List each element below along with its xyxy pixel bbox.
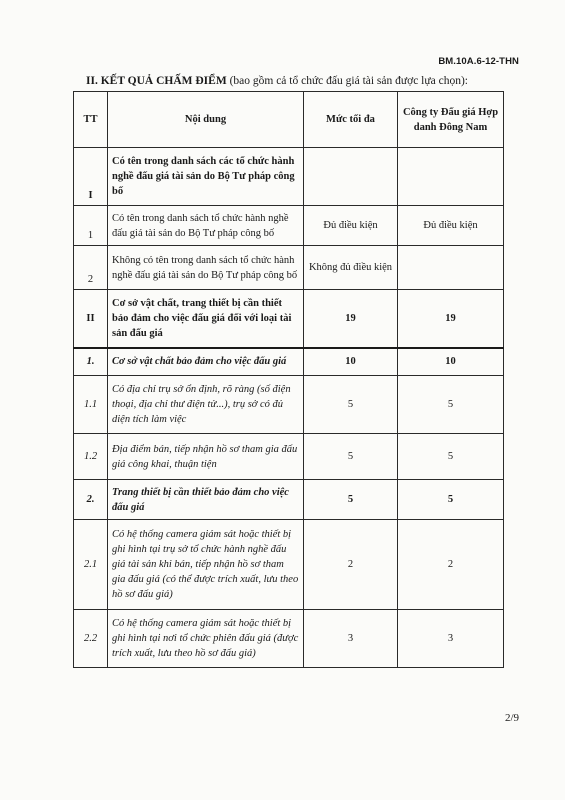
row-content: Có tên trong danh sách các tổ chức hành nghề đấu giá tài sản do Bộ Tư pháp công bố: [108, 148, 304, 206]
table-row: [74, 290, 504, 348]
header-tt: TT: [74, 92, 108, 148]
row-score: 5: [398, 434, 504, 480]
row-score: [398, 148, 504, 206]
row-tt: 1: [74, 206, 108, 246]
row-content: Có hệ thống camera giám sát hoặc thiết bị ghi hình tại nơi tổ chức phiên đấu giá (được trích xuất, lưu theo hồ sơ đấu giá): [108, 610, 304, 668]
row-tt: 2: [74, 246, 108, 290]
row-score: 5: [398, 376, 504, 434]
row-max: 5: [304, 376, 398, 434]
row-max: 2: [304, 520, 398, 610]
row-tt: 2.: [74, 480, 108, 520]
row-score: [398, 246, 504, 290]
row-content: Cơ sở vật chất, trang thiết bị cần thiết bảo đảm cho việc đấu giá đối với loại tài sản đấu giá: [108, 290, 304, 348]
row-max: [304, 148, 398, 206]
row-tt: 1.: [74, 348, 108, 376]
section-heading-note: (bao gồm cả tổ chức đấu giá tài sản được lựa chọn):: [226, 75, 468, 87]
header-company: Công ty Đấu giá Hợp danh Đông Nam: [398, 92, 504, 148]
table-row: [74, 246, 504, 290]
row-tt: II: [74, 290, 108, 348]
table-row: [74, 376, 504, 434]
table-row: [74, 610, 504, 668]
row-score: 19: [398, 290, 504, 348]
table-row: [74, 520, 504, 610]
table-row: [74, 434, 504, 480]
row-tt: I: [74, 148, 108, 206]
table-header-row: [74, 92, 504, 148]
row-max: Không đủ điều kiện: [304, 246, 398, 290]
row-score: 5: [398, 480, 504, 520]
page-number: 2/9: [504, 712, 519, 724]
section-heading: [86, 74, 526, 88]
row-max: 3: [304, 610, 398, 668]
table-row: [74, 148, 504, 206]
row-max: 19: [304, 290, 398, 348]
row-max: 5: [304, 480, 398, 520]
row-score: 3: [398, 610, 504, 668]
header-max-score: Mức tối đa: [304, 92, 398, 148]
row-max: 10: [304, 348, 398, 376]
row-tt: 1.2: [74, 434, 108, 480]
row-tt: 2.2: [74, 610, 108, 668]
row-content: Không có tên trong danh sách tổ chức hành nghề đấu giá tài sản do Bộ Tư pháp công bố: [108, 246, 304, 290]
row-tt: 1.1: [74, 376, 108, 434]
row-content: Có hệ thống camera giám sát hoặc thiết bị ghi hình tại trụ sở tổ chức hành nghề đấu giá tài sản khi bán, tiếp nhận hồ sơ tham gia đấu giá (có thể được trích xuất, lưu theo hồ sơ đấu giá): [108, 520, 304, 610]
table-row: [74, 348, 504, 376]
row-score: 2: [398, 520, 504, 610]
row-max: Đủ điều kiện: [304, 206, 398, 246]
scoring-table: [73, 91, 504, 668]
row-content: Trang thiết bị cần thiết bảo đảm cho việc đấu giá: [108, 480, 304, 520]
header-content: Nội dung: [108, 92, 304, 148]
section-heading-title: II. KẾT QUẢ CHẤM ĐIỂM: [86, 75, 227, 87]
row-score: 10: [398, 348, 504, 376]
row-content: Cơ sở vật chất bảo đảm cho việc đấu giá: [108, 348, 304, 376]
document-code: BM.10A.6-12-THN: [438, 56, 519, 67]
row-tt: 2.1: [74, 520, 108, 610]
row-score: Đủ điều kiện: [398, 206, 504, 246]
table-row: [74, 480, 504, 520]
row-content: Có địa chỉ trụ sở ổn định, rõ ràng (số điện thoại, địa chỉ thư điện tử...), trụ sở có đủ diện tích làm việc: [108, 376, 304, 434]
row-content: Địa điểm bán, tiếp nhận hồ sơ tham gia đấu giá công khai, thuận tiện: [108, 434, 304, 480]
table-row: [74, 206, 504, 246]
row-content: Có tên trong danh sách tổ chức hành nghề đấu giá tài sản do Bộ Tư pháp công bố: [108, 206, 304, 246]
row-max: 5: [304, 434, 398, 480]
